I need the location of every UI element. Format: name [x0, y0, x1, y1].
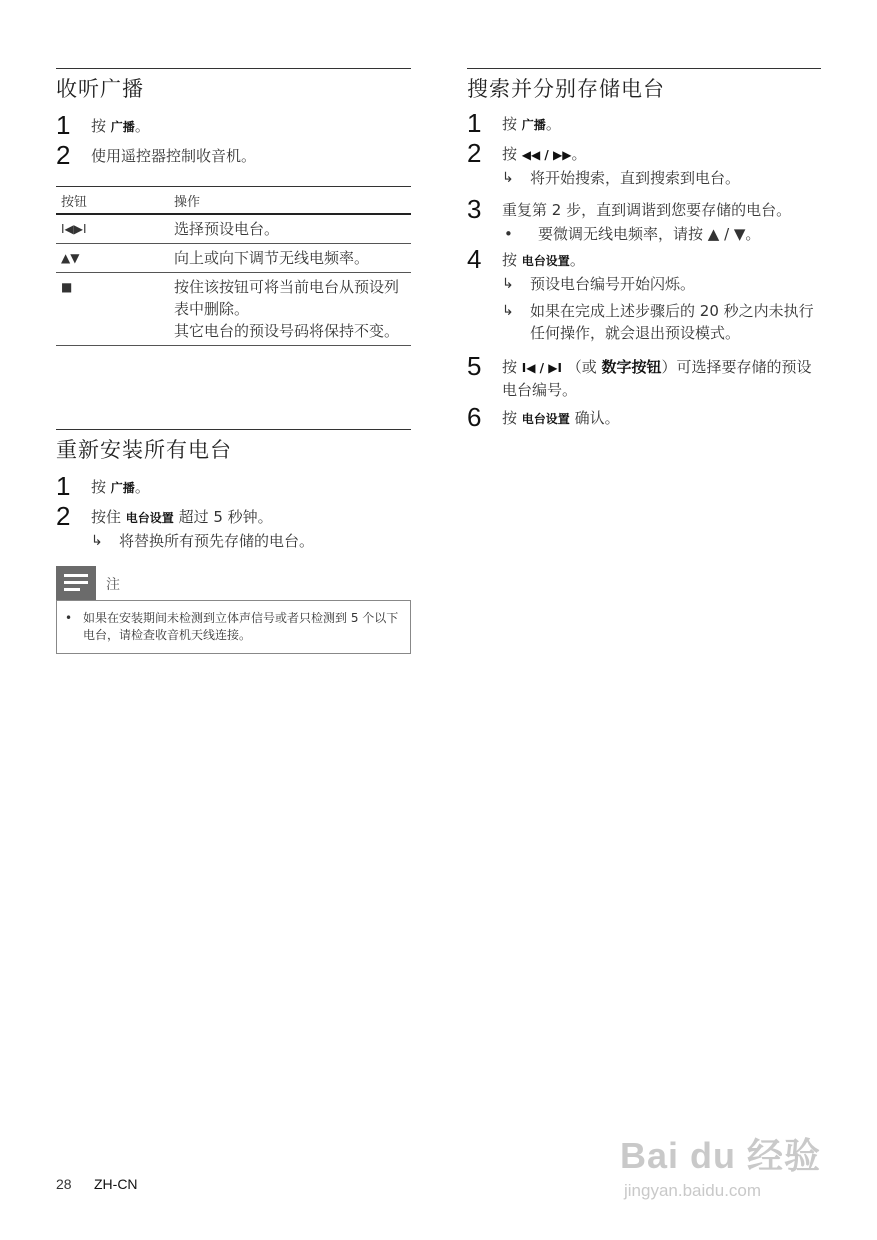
result-arrow-icon: ↳	[502, 303, 514, 319]
key-label: 电台设置	[521, 254, 570, 268]
reinstall-section	[56, 429, 411, 552]
step-number: 2	[56, 140, 71, 170]
search-step-3: 3 重复第 2 步，直到调谐到您要存储的电台。	[467, 194, 792, 224]
step-number: 1	[467, 108, 482, 138]
search-step-1: 1 按 广播。	[467, 108, 561, 138]
listen-step-1: 1 按 广播。	[56, 110, 150, 140]
section-title-reinstall: 重新安装所有电台	[56, 429, 411, 464]
step-number: 5	[467, 351, 482, 381]
step-number: 2	[56, 501, 71, 531]
note-bullet: •	[65, 611, 73, 625]
note-text: 如果在安装期间未检测到立体声信号或者只检测到 5 个以下电台，请检查收音机天线连接。	[83, 611, 399, 642]
page-number: 28	[56, 1176, 72, 1192]
table-header-button: 按钮	[56, 187, 169, 215]
result-line: ↳ 将开始搜索，直到搜索到电台。	[502, 169, 741, 187]
note-box	[56, 600, 411, 654]
table-row: ▲▼ 向上或向下调节无线电频率。	[56, 244, 411, 273]
step-number: 3	[467, 194, 482, 224]
search-step-2: 2 按 ◀◀ / ▶▶。	[467, 138, 587, 168]
key-label: 电台设置	[125, 511, 174, 525]
step-number: 4	[467, 244, 482, 274]
skip-icon: I◀▶I	[56, 214, 169, 244]
bullet-line: • 要微调无线电频率，请按 ▲ / ▼。	[504, 225, 761, 243]
key-label: 数字按钮	[601, 358, 662, 376]
stop-icon: ■	[56, 273, 169, 346]
table-row: ■ 按住该按钮可将当前电台从预设列表中删除。 其它电台的预设号码将保持不变。	[56, 273, 411, 346]
language-code: ZH-CN	[94, 1176, 138, 1192]
operations-table	[56, 186, 411, 346]
step-number: 2	[467, 138, 482, 168]
key-label: 广播	[521, 118, 546, 132]
table-header-action: 操作	[169, 187, 411, 215]
search-step-4: 4 按 电台设置。	[467, 244, 585, 274]
watermark	[620, 1128, 821, 1201]
reinstall-step-1: 1 按 广播。	[56, 471, 150, 501]
result-arrow-icon: ↳	[502, 276, 514, 292]
search-step-6: 6 按 电台设置 确认。	[467, 402, 620, 432]
seek-icon: ◀◀ / ▶▶	[521, 148, 572, 162]
search-step-5: 5 按 I◀ / ▶I （或 数字按钮）可选择要存储的预设电台编号。	[467, 351, 812, 399]
key-label: 电台设置	[521, 412, 570, 426]
skip-icon: I◀ / ▶I	[521, 361, 562, 375]
table-row: I◀▶I 选择预设电台。	[56, 214, 411, 244]
reinstall-step-2: 2 按住 电台设置 超过 5 秒钟。	[56, 501, 273, 531]
right-column	[467, 68, 821, 431]
bullet-icon: •	[504, 225, 513, 243]
key-label: 广播	[110, 481, 135, 495]
result-line: ↳ 将替换所有预先存储的电台。	[91, 532, 315, 550]
section-title-search: 搜索并分别存储电台	[467, 68, 821, 103]
listen-step-2: 2 使用遥控器控制收音机。	[56, 140, 257, 170]
result-line: ↳ 预设电台编号开始闪烁。	[502, 275, 696, 293]
watermark-brand: Bai du 经验	[620, 1135, 822, 1176]
step-number: 1	[56, 471, 71, 501]
note-label: 注	[106, 577, 120, 593]
section-title-listen: 收听广播	[56, 68, 411, 103]
key-label: 广播	[110, 120, 135, 134]
watermark-url: jingyan.baidu.com	[624, 1181, 762, 1200]
result-arrow-icon: ↳	[502, 170, 514, 186]
up-down-icon: ▲▼	[56, 244, 169, 273]
result-line: ↳ 如果在完成上述步骤后的 20 秒之内未执行任何操作，就会退出预设模式。	[502, 302, 814, 342]
left-column	[56, 68, 411, 346]
step-number: 6	[467, 402, 482, 432]
result-arrow-icon: ↳	[91, 533, 103, 549]
step-number: 1	[56, 110, 71, 140]
note-icon	[56, 566, 96, 600]
